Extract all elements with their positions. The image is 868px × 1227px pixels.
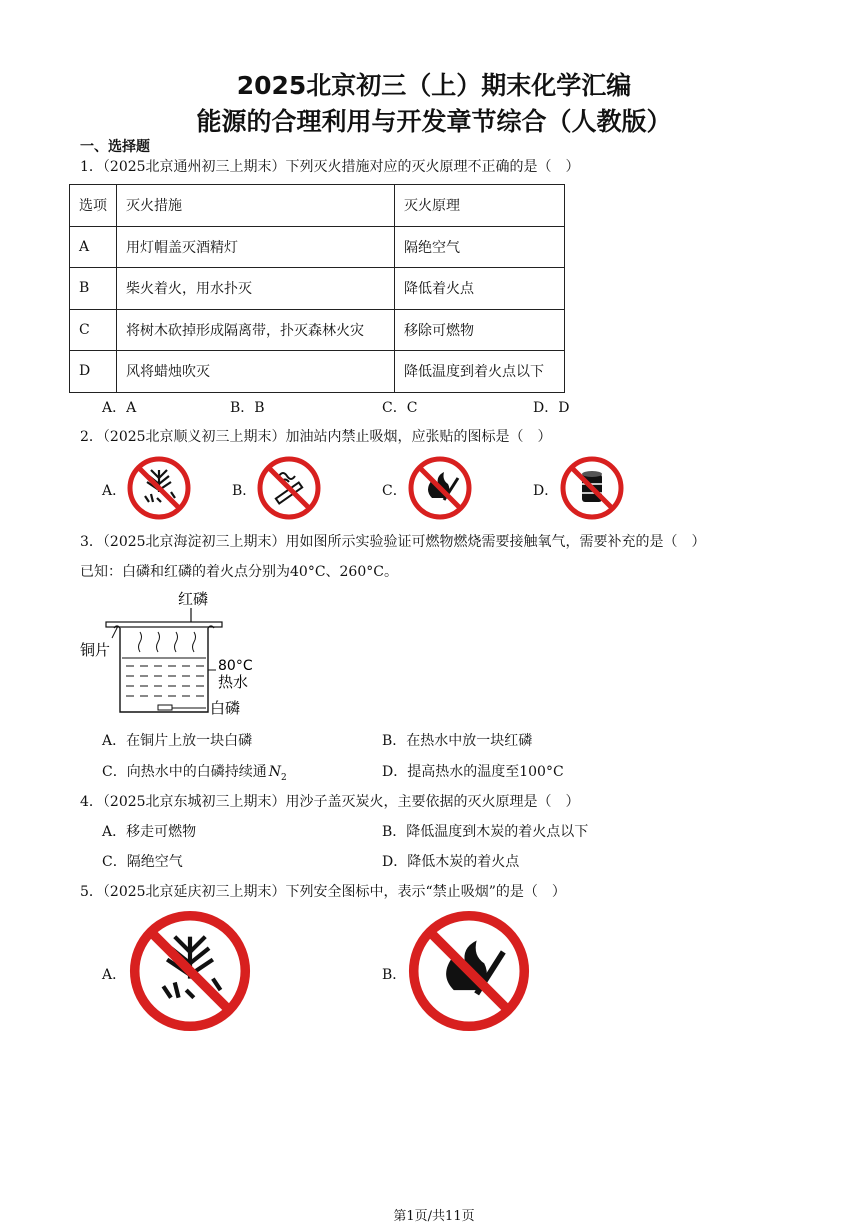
table-cell: 移除可燃物 (395, 309, 565, 351)
table-header-cell: 灭火原理 (395, 185, 565, 227)
q1-stem: 1．（2025北京通州初三上期末）下列灭火措施对应的灭火原理不正确的是（ ） (80, 159, 580, 175)
q3-option-c[interactable] (102, 761, 287, 783)
page-footer: 第1页/共11页 (393, 1209, 475, 1224)
table-header-row (70, 185, 565, 227)
table-header-cell: 选项 (70, 185, 117, 227)
diagram-label-temperature: 80°C (218, 658, 253, 674)
table-row (70, 268, 565, 310)
title-line-1: 2025北京初三（上）期末化学汇编 (236, 71, 632, 100)
q2-option-b-label[interactable]: B． (232, 483, 257, 499)
q4-option-b[interactable]: B．降低温度到木炭的着火点以下 (382, 824, 589, 840)
q3-experiment-diagram (78, 586, 258, 721)
section-heading: 一、选择题 (80, 139, 150, 155)
no-fireworks-icon[interactable] (127, 456, 191, 520)
table-cell: 降低着火点 (395, 268, 565, 310)
q5-stem: 5．（2025北京延庆初三上期末）下列安全图标中，表示“禁止吸烟”的是（ ） (80, 884, 566, 900)
table-row (70, 309, 565, 351)
table-cell: 将树木砍掉形成隔离带，扑灭森林火灾 (117, 309, 395, 351)
table-cell: 隔绝空气 (395, 226, 565, 268)
q5-option-b-label[interactable]: B． (382, 967, 407, 983)
q2-option-d-label[interactable]: D． (533, 483, 559, 499)
n2-symbol: N (268, 764, 281, 780)
n2-subscript: 2 (280, 772, 287, 783)
q1-option-b[interactable]: B．B (230, 400, 265, 416)
table-header-cell: 灭火措施 (117, 185, 395, 227)
q3-option-b[interactable]: B．在热水中放一块红磷 (382, 733, 533, 749)
no-open-flame-icon[interactable] (408, 456, 472, 520)
no-fireworks-icon[interactable] (129, 910, 251, 1032)
q1-option-d[interactable]: D．D (533, 400, 570, 416)
q1-option-c[interactable]: C．C (382, 400, 418, 416)
diagram-label-red-phosphorus: 红磷 (178, 590, 209, 608)
q4-stem: 4．（2025北京东城初三上期末）用沙子盖灭炭火，主要依据的灭火原理是（ ） (80, 794, 580, 810)
table-cell: A (70, 226, 117, 268)
diagram-label-hot-water: 热水 (218, 673, 249, 691)
q4-option-d[interactable]: D．降低木炭的着火点 (382, 854, 520, 870)
table-cell: D (70, 351, 117, 393)
q3-option-d[interactable]: D．提高热水的温度至100°C (382, 764, 564, 780)
q2-stem: 2．（2025北京顺义初三上期末）加油站内禁止吸烟，应张贴的图标是（ ） (80, 429, 552, 445)
no-flammable-barrel-icon[interactable] (560, 456, 624, 520)
q1-option-a[interactable]: A．A (102, 400, 137, 416)
q3-known: 已知：白磷和红磷的着火点分别为40°C、260°C。 (80, 564, 398, 580)
q3-option-a[interactable]: A．在铜片上放一块白磷 (102, 733, 253, 749)
table-row (70, 351, 565, 393)
q2-option-c-label[interactable]: C． (382, 483, 407, 499)
table-cell: 柴火着火，用水扑灭 (117, 268, 395, 310)
q5-option-a-label[interactable]: A． (102, 967, 127, 983)
q2-option-a-label[interactable]: A． (102, 483, 127, 499)
title-line-2: 能源的合理利用与开发章节综合（人教版） (196, 107, 672, 136)
q3-stem: 3．（2025北京海淀初三上期末）用如图所示实验验证可燃物燃烧需要接触氧气，需要补充的是（ ） (80, 534, 706, 550)
diagram-label-white-phosphorus: 白磷 (210, 699, 241, 717)
q1-table (69, 184, 565, 393)
table-row (70, 226, 565, 268)
q4-option-a[interactable]: A．移走可燃物 (102, 824, 197, 840)
no-smoking-icon[interactable] (257, 456, 321, 520)
table-cell: 风将蜡烛吹灭 (117, 351, 395, 393)
table-cell: B (70, 268, 117, 310)
no-open-flame-icon[interactable] (408, 910, 530, 1032)
table-cell: 降低温度到着火点以下 (395, 351, 565, 393)
q4-option-c[interactable]: C．隔绝空气 (102, 854, 183, 870)
table-cell: 用灯帽盖灭酒精灯 (117, 226, 395, 268)
diagram-label-copper: 铜片 (80, 641, 111, 659)
table-cell: C (70, 309, 117, 351)
q3-option-c-text: C．向热水中的白磷持续通 (102, 764, 267, 780)
